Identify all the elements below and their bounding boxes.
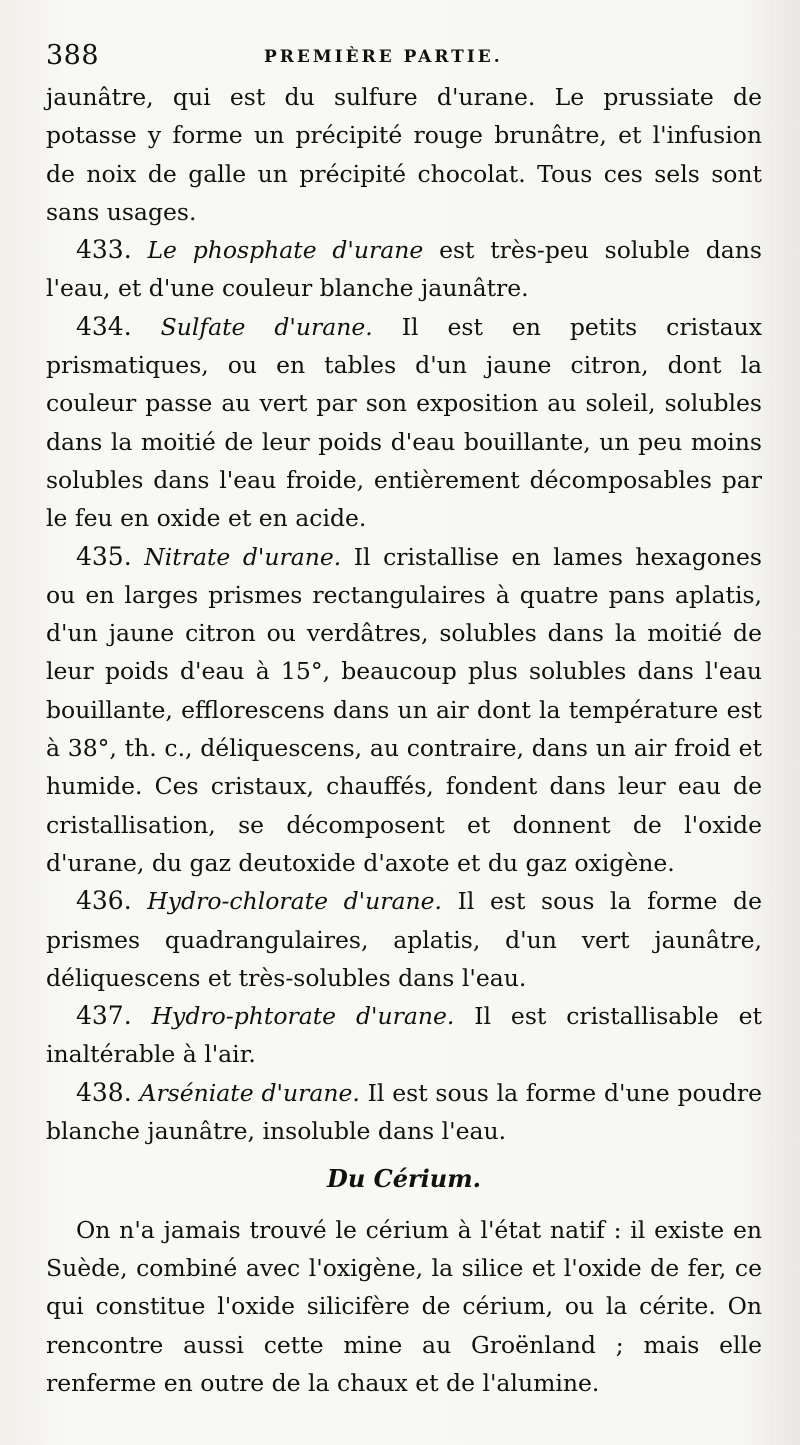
paragraph-body: Il est sous la forme de prismes quadrangulaires, aplatis, d'un vert jaunâtre, déliquescens et très-solubles dans l'eau. [46,887,762,992]
paragraph-body: Il cristallise en lames hexagones ou en larges prismes rectangulaires à quatre pans aplatis, d'un jaune citron ou verdâtres, solubles dans la moitié de leur poids d'eau à 15°, beaucoup plus solubles dans l'eau bouillante, efflorescens dans un air dont la température est à 38°, th. c., déliquescens, au contraire, dans un air froid et humide. Ces cristaux, chauffés, fondent dans leur eau de cristallisation, se décomposent et donnent de l'oxide d'urane, du gaz deutoxide d'axote et du gaz oxigène. [46,542,762,877]
paragraph-number: 438. [76,1077,132,1107]
paragraph-number: 433. [76,235,132,265]
paragraph-number: 436. [76,886,132,916]
paragraph-title: Sulfate d'urane. [160,312,373,341]
paragraph-437 [46,997,762,1074]
paragraph-434 [46,308,762,538]
paragraph-body: Il est sous la forme d'une poudre blanche jaunâtre, insoluble dans l'eau. [46,1078,762,1146]
page-header [46,38,766,78]
paragraph-continuation: jaunâtre, qui est du sulfure d'urane. Le prussiate de potasse y forme un précipité rouge brunâtre, et l'infusion de noix de galle un précipité chocolat. Tous ces sels sont sans usages. [46,83,762,226]
paragraph-number: 434. [76,311,132,341]
paragraph-title: Hydro-chlorate d'urane. [147,887,442,916]
section-paragraph: On n'a jamais trouvé le cérium à l'état natif : il existe en Suède, combiné avec l'oxigène, la silice et l'oxide de fer, ce qui constitue l'oxide silicifère de cérium, ou la cérite. On rencontre aussi cette mine au Groënland ; mais elle renferme en outre de la chaux et de l'alumine. [46,1215,762,1397]
running-title: PREMIÈRE PARTIE. [264,47,503,67]
paragraph-title: Le phosphate d'urane [147,236,424,265]
paragraph-number: 435. [76,541,132,571]
body-text [46,78,762,1402]
paragraph-436 [46,882,762,997]
paragraph-body: Il est cristallisable et inaltérable à l'air. [46,1002,762,1069]
page-number: 388 [46,40,100,71]
paragraph-438 [46,1074,762,1151]
paragraph-number: 437. [76,1001,132,1031]
paragraph-body: Il est en petits cristaux prismatiques, ou en tables d'un jaune citron, dont la couleur passe au vert par son exposition au soleil, solubles dans la moitié de leur poids d'eau bouillante, un peu moins solubles dans l'eau froide, entièrement décomposables par le feu en oxide et en acide. [46,312,762,533]
paragraph-title: Arséniate d'urane. [139,1078,360,1107]
paragraph-435 [46,538,762,883]
paragraph-title: Nitrate d'urane. [144,542,342,571]
paragraph-body: est très-peu soluble dans l'eau, et d'une couleur blanche jaunâtre. [46,236,762,303]
section-heading: Du Cérium. [327,1164,481,1194]
paragraph-433 [46,231,762,308]
paragraph-title: Hydro-phtorate d'urane. [151,1002,455,1031]
